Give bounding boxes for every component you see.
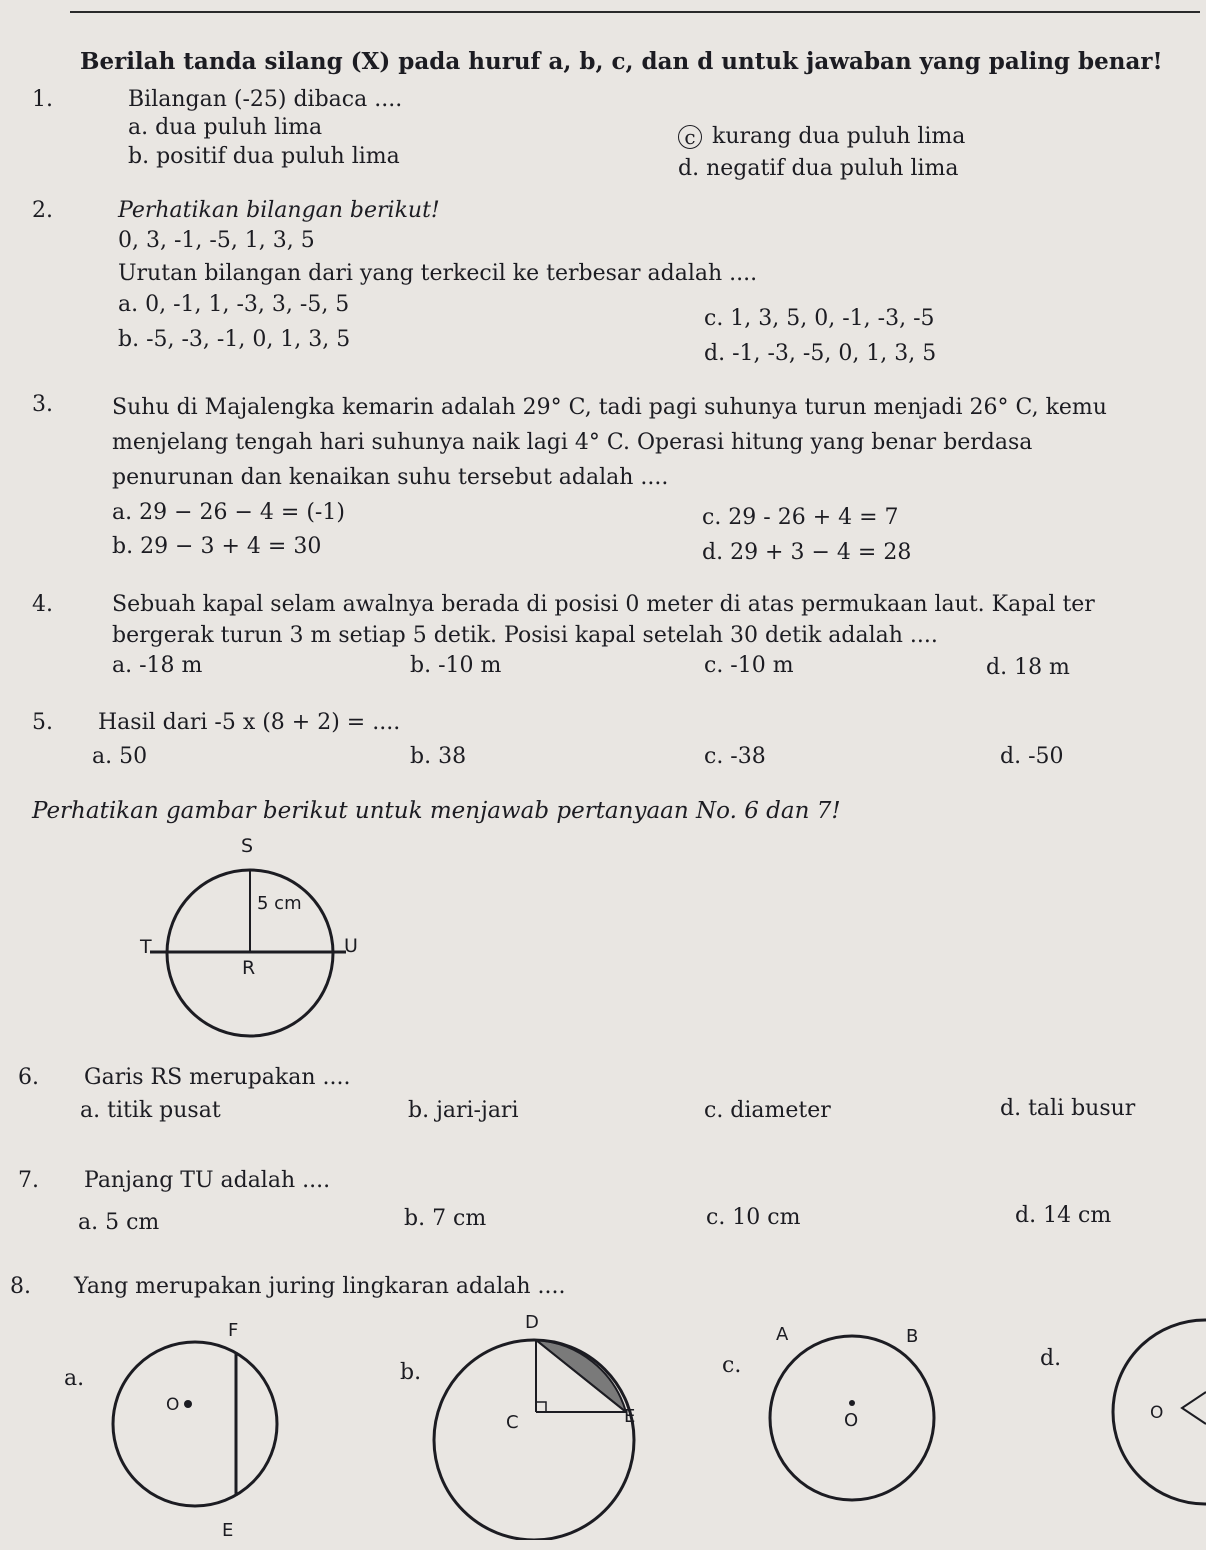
q6-text: Garis RS merupakan ....: [84, 1065, 351, 1090]
q3-option-d[interactable]: d. 29 + 3 − 4 = 28: [702, 540, 912, 565]
q5-text: Hasil dari -5 x (8 + 2) = ....: [98, 710, 401, 735]
q8-figure-d: [1080, 1312, 1206, 1512]
q3-line2: menjelang tengah hari suhunya naik lagi 4° C. Operasi hitung yang benar berdasa: [112, 430, 1033, 455]
q3-number: 3.: [32, 392, 53, 417]
label-e-b: E: [624, 1406, 636, 1427]
q8-option-d[interactable]: d.: [1040, 1346, 1062, 1371]
label-r: R: [242, 957, 256, 979]
q1-option-c[interactable]: kurang dua puluh lima: [712, 124, 966, 149]
circle-outline-b: [434, 1340, 634, 1540]
q2-text: Perhatikan bilangan berikut!: [118, 198, 440, 223]
q1-text: Bilangan (-25) dibaca ....: [128, 87, 403, 112]
q7-option-b[interactable]: b. 7 cm: [404, 1206, 487, 1231]
q8-figure-a: [100, 1310, 300, 1550]
q3-option-c[interactable]: c. 29 - 26 + 4 = 7: [702, 505, 899, 530]
q7-option-a[interactable]: a. 5 cm: [78, 1210, 160, 1235]
label-s: S: [241, 835, 254, 857]
center-dot-c: [849, 1400, 855, 1406]
q5-option-a[interactable]: a. 50: [92, 744, 148, 769]
label-c: C: [506, 1412, 519, 1433]
label-o-c: O: [844, 1410, 859, 1431]
circle-outline-a: [113, 1342, 277, 1506]
q5-option-d[interactable]: d. -50: [1000, 744, 1064, 769]
label-t: T: [140, 936, 152, 958]
right-angle-mark: [536, 1402, 546, 1412]
q6-option-b[interactable]: b. jari-jari: [408, 1098, 519, 1123]
q3-line1: Suhu di Majalengka kemarin adalah 29° C, tadi pagi suhunya turun menjadi 26° C, kemu: [112, 395, 1107, 420]
q6-option-d[interactable]: d. tali busur: [1000, 1096, 1136, 1121]
label-b: B: [906, 1326, 919, 1347]
label-o-a: O: [166, 1395, 180, 1415]
q4-line1: Sebuah kapal selam awalnya berada di posisi 0 meter di atas permukaan laut. Kapal ter: [112, 592, 1095, 617]
q3-option-a[interactable]: a. 29 − 26 − 4 = (-1): [112, 500, 345, 525]
q1-option-d[interactable]: d. negatif dua puluh lima: [678, 156, 959, 181]
q1-number: 1.: [32, 87, 53, 112]
q2-number: 2.: [32, 198, 53, 223]
center-dot-a: [184, 1400, 192, 1408]
q6-option-c[interactable]: c. diameter: [704, 1098, 831, 1123]
q4-number: 4.: [32, 592, 53, 617]
instruction: Berilah tanda silang (X) pada huruf a, b, c, dan d untuk jawaban yang paling benar!: [80, 48, 1163, 75]
label-u: U: [344, 935, 358, 957]
q8-figure-b: [430, 1300, 670, 1540]
q2-number-list: 0, 3, -1, -5, 1, 3, 5: [118, 228, 315, 253]
circle-figure-rstu: [120, 820, 390, 1050]
q4-line2: bergerak turun 3 m setiap 5 detik. Posisi kapal setelah 30 detik adalah ....: [112, 623, 938, 648]
q2-option-a[interactable]: a. 0, -1, 1, -3, 3, -5, 5: [118, 292, 350, 317]
q6-option-a[interactable]: a. titik pusat: [80, 1098, 221, 1123]
q8-figure-c: [760, 1310, 950, 1510]
top-rule: [70, 11, 1200, 13]
label-o-d: O: [1150, 1403, 1164, 1423]
q7-option-c[interactable]: c. 10 cm: [706, 1205, 801, 1230]
q1-option-a[interactable]: a. dua puluh lima: [128, 115, 323, 140]
q7-text: Panjang TU adalah ....: [84, 1168, 331, 1193]
q3-option-b[interactable]: b. 29 − 3 + 4 = 30: [112, 534, 322, 559]
q2-option-b[interactable]: b. -5, -3, -1, 0, 1, 3, 5: [118, 327, 351, 352]
q4-option-a[interactable]: a. -18 m: [112, 653, 203, 678]
label-a: A: [776, 1324, 789, 1345]
q3-line3: penurunan dan kenaikan suhu tersebut adalah ....: [112, 465, 669, 490]
q8-number: 8.: [10, 1274, 31, 1299]
q7-option-d[interactable]: d. 14 cm: [1015, 1203, 1112, 1228]
q8-option-a[interactable]: a.: [64, 1366, 85, 1391]
q7-number: 7.: [18, 1168, 39, 1193]
q2-option-d[interactable]: d. -1, -3, -5, 0, 1, 3, 5: [704, 341, 937, 366]
label-d: D: [525, 1312, 539, 1333]
q4-option-c[interactable]: c. -10 m: [704, 653, 794, 678]
q4-option-d[interactable]: d. 18 m: [986, 655, 1070, 680]
q1-option-b[interactable]: b. positif dua puluh lima: [128, 144, 400, 169]
figure-intro: Perhatikan gambar berikut untuk menjawab pertanyaan No. 6 dan 7!: [32, 798, 841, 824]
q8-option-c[interactable]: c.: [722, 1353, 742, 1378]
q6-number: 6.: [18, 1065, 39, 1090]
q1-option-c-circled-mark[interactable]: c: [678, 125, 702, 149]
sector-radii: [1182, 1392, 1206, 1424]
q5-option-c[interactable]: c. -38: [704, 744, 766, 769]
q8-text: Yang merupakan juring lingkaran adalah ....: [74, 1274, 566, 1299]
label-radius-length: 5 cm: [257, 893, 302, 914]
q2-question: Urutan bilangan dari yang terkecil ke terbesar adalah ....: [118, 261, 758, 286]
q2-option-c[interactable]: c. 1, 3, 5, 0, -1, -3, -5: [704, 306, 935, 331]
label-f: F: [228, 1320, 239, 1341]
q4-option-b[interactable]: b. -10 m: [410, 653, 502, 678]
q5-number: 5.: [32, 710, 53, 735]
q8-option-b[interactable]: b.: [400, 1360, 422, 1385]
label-e: E: [222, 1520, 234, 1541]
q5-option-b[interactable]: b. 38: [410, 744, 467, 769]
